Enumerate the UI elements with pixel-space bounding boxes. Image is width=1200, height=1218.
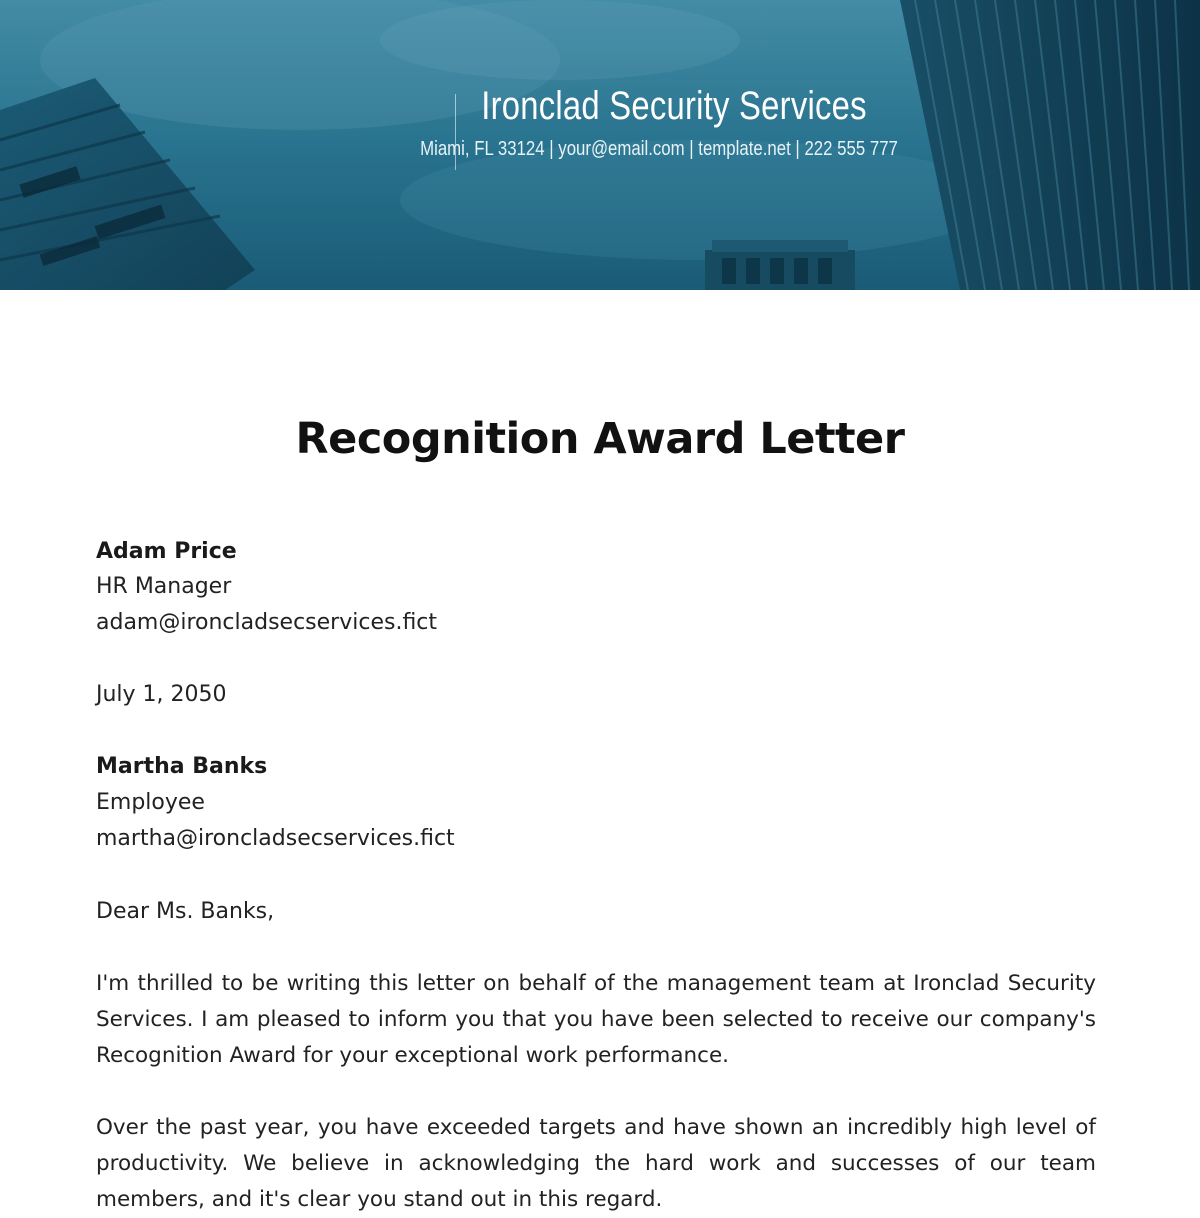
recipient-role: Employee <box>96 790 205 815</box>
company-contact-line: Miami, FL 33124 | your@email.com | template.net | 222 555 777 <box>420 138 898 160</box>
document-title: Recognition Award Letter <box>295 414 905 464</box>
letter-date: July 1, 2050 <box>96 682 227 707</box>
company-name: Ironclad Security Services <box>481 84 867 128</box>
recipient-email: martha@ironcladsecservices.fict <box>96 826 455 851</box>
recipient-name: Martha Banks <box>96 754 268 779</box>
header-banner <box>0 0 1200 290</box>
salutation: Dear Ms. Banks, <box>96 899 275 924</box>
sender-name: Adam Price <box>96 539 237 564</box>
body-paragraph: Over the past year, you have exceeded targets and have shown an incredibly high level of productivity. We believe in acknowledging the hard work and successes of our team members, and it's clear you stand out in this regard. <box>96 1115 1096 1212</box>
sender-email: adam@ironcladsecservices.fict <box>96 610 438 635</box>
body-paragraph: I'm thrilled to be writing this letter on behalf of the management team at Ironclad Security Services. I am pleased to inform you that you have been selected to receive our company's Recognition Award for your exceptional work performance. <box>96 971 1096 1068</box>
sender-role: HR Manager <box>96 574 232 599</box>
